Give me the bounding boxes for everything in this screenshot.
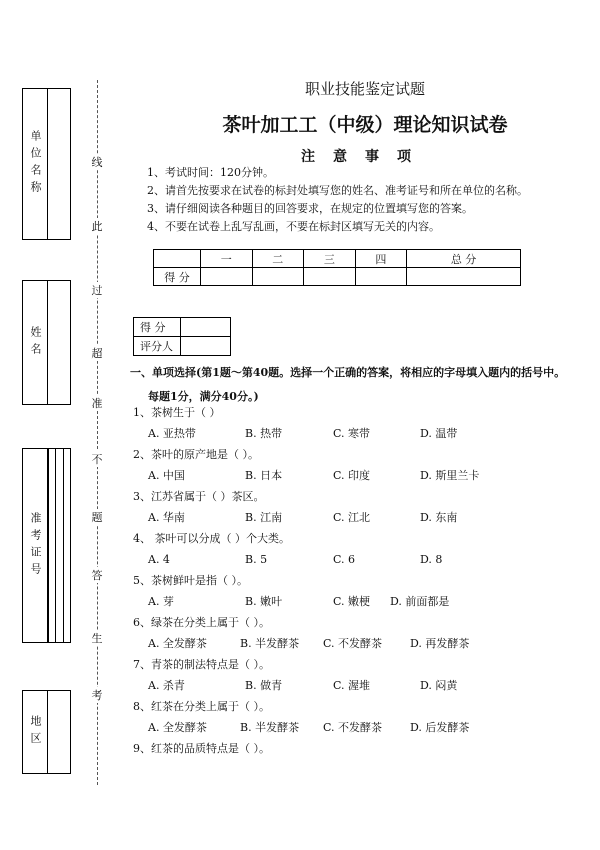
seal-dashed-line	[97, 80, 98, 785]
question-list	[133, 402, 480, 759]
score-header-2: 二	[252, 250, 304, 268]
question-text: 7、青茶的制法特点是（ ）。	[133, 658, 270, 671]
option[interactable]: B. 江南	[245, 511, 283, 524]
option[interactable]: C. 渥堆	[333, 679, 371, 692]
option[interactable]: B. 嫩叶	[245, 595, 283, 608]
option[interactable]: D. 再发酵茶	[410, 637, 470, 650]
unit-name-label: 单位名称	[29, 130, 42, 198]
option[interactable]: B. 做青	[245, 679, 283, 692]
option[interactable]: A. 中国	[148, 469, 185, 482]
question-text: 3、江苏省属于（ ）茶区。	[133, 490, 265, 503]
note-item: 2、请首先按要求在试卷的标封处填写您的姓名、准考证号和所在单位的名称。	[147, 184, 528, 197]
name-field[interactable]	[48, 281, 70, 404]
section-line-1: 一、单项选择(第1题～第40题。选择一个正确的答案，将相应的字母填入题内的括号中。	[130, 366, 566, 379]
question-text: 1、茶树生于（ ）	[133, 406, 221, 419]
unit-name-field[interactable]	[48, 89, 70, 239]
option-row	[133, 717, 470, 738]
section-line-2: 每题1分，满分40分。)	[148, 390, 259, 403]
seal-char: 考	[91, 689, 103, 702]
seal-char: 答	[91, 569, 103, 582]
seal-char: 线	[91, 156, 103, 169]
score-row-label: 得 分	[154, 268, 201, 286]
option[interactable]: D. 东南	[420, 511, 458, 524]
score-header-1: 一	[201, 250, 253, 268]
option[interactable]: A. 4	[148, 553, 170, 566]
seal-char: 准	[91, 397, 103, 410]
score-cell[interactable]	[201, 268, 253, 286]
option[interactable]: D. 后发酵茶	[410, 721, 470, 734]
unit-name-box	[22, 88, 71, 240]
grader-score-label: 得 分	[134, 318, 181, 337]
option[interactable]: C. 江北	[333, 511, 371, 524]
region-box	[22, 690, 71, 774]
option[interactable]: C. 不发酵茶	[323, 721, 383, 734]
exam-subtitle: 职业技能鉴定试题	[304, 80, 425, 98]
option[interactable]: A. 亚热带	[148, 427, 196, 440]
score-header-total: 总 分	[407, 250, 521, 268]
question-text: 8、红茶在分类上属于（ ）。	[133, 700, 270, 713]
region-label: 地区	[29, 715, 42, 749]
option-row	[133, 549, 443, 570]
seal-char: 过	[91, 284, 103, 297]
option[interactable]: C. 寒带	[333, 427, 371, 440]
note-item: 3、请仔细阅读各种题目的回答要求，在规定的位置填写您的答案。	[147, 202, 473, 215]
name-box	[22, 280, 71, 405]
exam-id-box	[22, 448, 71, 643]
option-row	[133, 633, 470, 654]
option[interactable]: D. 斯里兰卡	[420, 469, 480, 482]
note-item: 4、不要在试卷上乱写乱画，不要在标封区填写无关的内容。	[147, 220, 440, 233]
score-cell[interactable]	[304, 268, 356, 286]
score-cell[interactable]	[355, 268, 407, 286]
option[interactable]: A. 全发酵茶	[148, 721, 207, 734]
option[interactable]: B. 热带	[245, 427, 283, 440]
score-header-4: 四	[355, 250, 407, 268]
option-row	[133, 465, 480, 486]
option[interactable]: A. 芽	[148, 595, 174, 608]
exam-title: 茶叶加工工（中级）理论知识试卷	[222, 114, 508, 136]
question-text: 9、红茶的品质特点是（ ）。	[133, 742, 270, 755]
option[interactable]: C. 6	[333, 553, 356, 566]
question-text: 5、茶树鲜叶是指（ ）。	[133, 574, 248, 587]
option[interactable]: D. 温带	[420, 427, 458, 440]
option[interactable]: D. 前面都是	[390, 595, 450, 608]
question-text: 4、 茶叶可以分成（ ）个大类。	[133, 532, 290, 545]
seal-char: 不	[91, 453, 103, 466]
option[interactable]: A. 杀青	[148, 679, 185, 692]
notes-list	[147, 164, 528, 236]
notice-title: 注意事项	[301, 149, 429, 165]
score-table	[153, 249, 521, 286]
grader-name-label: 评分人	[134, 337, 181, 356]
seal-char: 此	[91, 220, 103, 233]
score-cell[interactable]	[252, 268, 304, 286]
seal-char: 生	[91, 632, 103, 645]
option[interactable]: B. 日本	[245, 469, 283, 482]
option-row	[133, 423, 458, 444]
option-row	[133, 591, 450, 612]
region-field[interactable]	[48, 691, 70, 773]
grader-box	[133, 317, 231, 356]
option[interactable]: C. 印度	[333, 469, 371, 482]
option[interactable]: B. 5	[245, 553, 268, 566]
question-text: 2、茶叶的原产地是（ ）。	[133, 448, 259, 461]
option-row	[133, 507, 458, 528]
option[interactable]: C. 不发酵茶	[323, 637, 383, 650]
option[interactable]: C. 嫩梗	[333, 595, 371, 608]
note-item: 1、考试时间：120分钟。	[147, 166, 274, 179]
option[interactable]: B. 半发酵茶	[240, 637, 300, 650]
exam-id-grid[interactable]	[48, 449, 70, 642]
seal-char: 题	[91, 511, 103, 524]
grader-name-field[interactable]	[181, 337, 231, 356]
option[interactable]: D. 闷黄	[420, 679, 458, 692]
question-text: 6、绿茶在分类上属于（ ）。	[133, 616, 270, 629]
option[interactable]: B. 半发酵茶	[240, 721, 300, 734]
score-cell-total[interactable]	[407, 268, 521, 286]
option[interactable]: D. 8	[420, 553, 443, 566]
seal-char: 超	[91, 347, 103, 360]
option[interactable]: A. 华南	[148, 511, 185, 524]
score-header-blank	[154, 250, 201, 268]
name-label: 姓名	[29, 325, 42, 360]
grader-score-field[interactable]	[181, 318, 231, 337]
option-row	[133, 675, 458, 696]
exam-id-label: 准考证号	[29, 511, 42, 580]
option[interactable]: A. 全发酵茶	[148, 637, 207, 650]
score-header-3: 三	[304, 250, 356, 268]
